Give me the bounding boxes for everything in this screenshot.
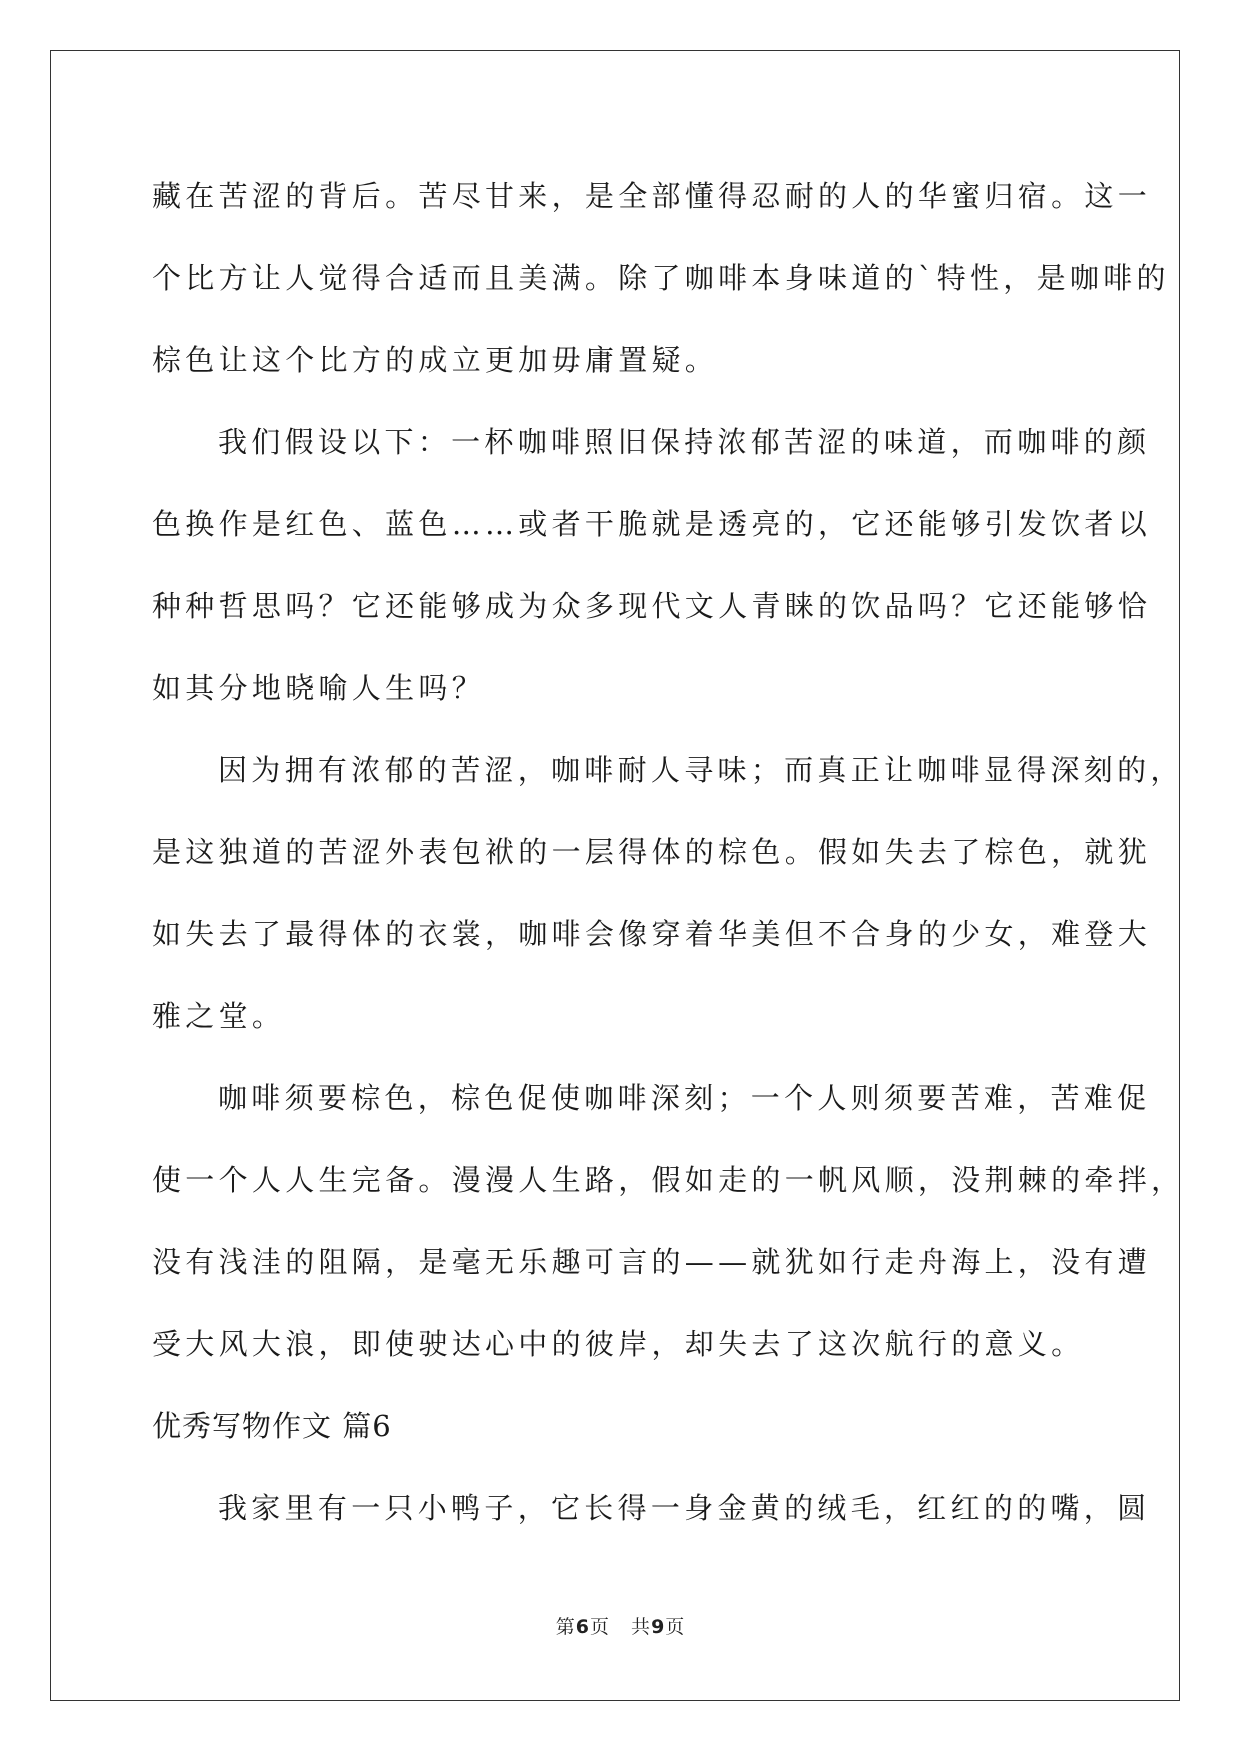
text-line: 如失去了最得体的衣裳，咖啡会像穿着华美但不合身的少女，难登大 [152, 917, 1152, 951]
paragraph-first-line: 我家里有一只小鸭子，它长得一身金黄的绒毛，红红的的嘴，圆 [218, 1491, 1151, 1525]
text-line: 没有浅洼的阻隔，是毫无乐趣可言的——就犹如行走舟海上，没有遭 [152, 1245, 1152, 1279]
section-heading: 优秀写物作文 篇6 [152, 1409, 392, 1443]
text-line: 棕色让这个比方的成立更加毋庸置疑。 [152, 343, 719, 377]
document-body [152, 155, 1185, 1549]
total-pages-number: 9 [651, 1616, 666, 1638]
paragraph-first-line: 因为拥有浓郁的苦涩，咖啡耐人寻味；而真正让咖啡显得深刻的， [218, 753, 1184, 787]
text-line: 使一个人人生完备。漫漫人生路，假如走的一帆风顺，没荆棘的牵拌， [152, 1163, 1185, 1197]
footer-middle: 页 共 [589, 1616, 652, 1638]
text-line: 色换作是红色、蓝色……或者干脆就是透亮的，它还能够引发饮者以 [152, 507, 1152, 541]
page-footer [0, 1612, 1241, 1639]
text-line: 受大风大浪，即使驶达心中的彼岸，却失去了这次航行的意义。 [152, 1327, 1085, 1361]
current-page-number: 6 [575, 1616, 590, 1638]
text-line: 是这独道的苦涩外表包袱的一层得体的棕色。假如失去了棕色，就犹 [152, 835, 1152, 869]
paragraph-first-line: 我们假设以下：一杯咖啡照旧保持浓郁苦涩的味道，而咖啡的颜 [218, 425, 1151, 459]
text-line: 藏在苦涩的背后。苦尽甘来，是全部懂得忍耐的人的华蜜归宿。这一 [152, 179, 1152, 213]
text-line: 种种哲思吗？它还能够成为众多现代文人青睐的饮品吗？它还能够恰 [152, 589, 1152, 623]
footer-prefix: 第 [555, 1616, 576, 1638]
text-line: 雅之堂。 [152, 999, 286, 1033]
footer-suffix: 页 [665, 1616, 686, 1638]
paragraph-first-line: 咖啡须要棕色，棕色促使咖啡深刻；一个人则须要苦难，苦难促 [218, 1081, 1151, 1115]
text-line: 个比方让人觉得合适而且美满。除了咖啡本身味道的`特性，是咖啡的 [152, 261, 1170, 295]
text-line: 如其分地晓喻人生吗？ [152, 671, 486, 705]
